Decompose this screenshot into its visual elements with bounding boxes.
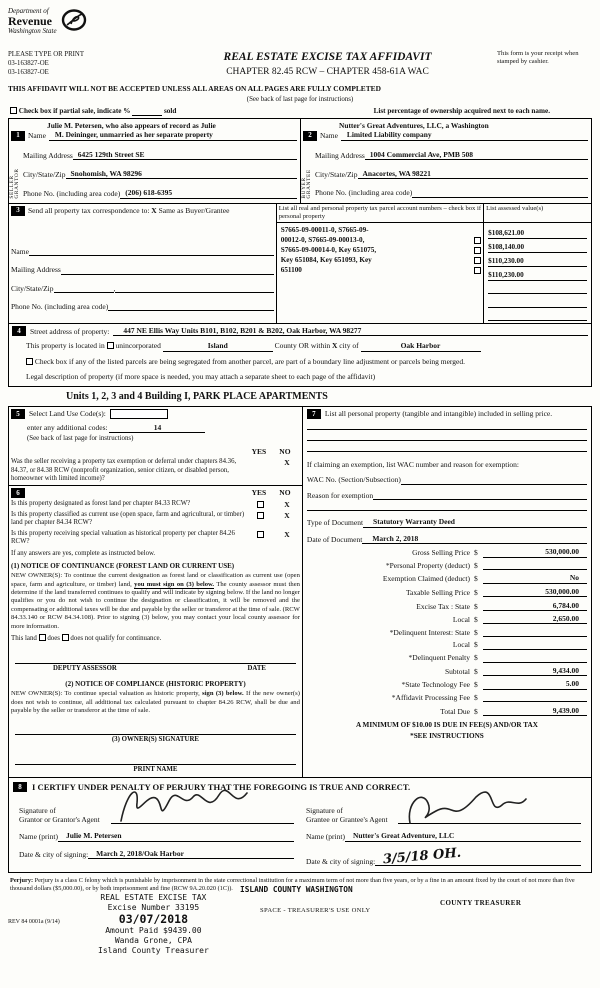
seller-name-label: Name: [28, 131, 46, 141]
money-row-delinq-penalty: *Delinquent Penalty $: [307, 653, 587, 663]
owner-signature-label: (3) OWNER(S) SIGNATURE: [111, 736, 200, 744]
seller-side-label: SELLER GRANTOR: [9, 168, 21, 199]
money-row-processing-fee: *Affidavit Processing Fee $: [307, 693, 587, 703]
dollar-sign: $: [473, 627, 478, 637]
grantee-signature: [402, 787, 532, 831]
grantor-signature-line[interactable]: [111, 804, 294, 824]
seller-exemption-question: Was the seller receiving a property tax exemption or deferral under chapters 84.36, 84.37, or 84.38 RCW (nonprofit organization, senior citizen, or disabled person, homeowner with limited income)?: [11, 458, 237, 482]
seller-city-label: City/State/Zip: [23, 170, 66, 179]
city-of-label: city of: [339, 341, 359, 351]
assessed-value: $110,230.00: [488, 271, 587, 281]
corr-phone-label: Phone No. (including area code): [11, 301, 109, 311]
seller-mailing-value: 6425 129th Street SE: [73, 150, 297, 160]
grantee-name-value: Nutter's Great Adventure, LLC: [345, 831, 581, 841]
land-use-label: Select Land Use Code(s):: [29, 409, 106, 419]
current-use-no-mark[interactable]: X: [284, 511, 290, 521]
yes-header-2: YES: [251, 487, 267, 497]
corr-mailing-blank[interactable]: [61, 266, 274, 275]
segregated-checkbox[interactable]: [26, 358, 33, 365]
money-row-excise-state: Excise Tax : State $ 6,784.00: [307, 601, 587, 611]
dollar-sign: $: [473, 615, 478, 625]
land-use-section: [9, 407, 302, 486]
money-row-gross: Gross Selling Price $ 530,000.00: [307, 547, 587, 557]
dollar-sign: $: [473, 692, 478, 702]
print-name-line[interactable]: [15, 752, 296, 765]
corr-mailing-label: Mailing Address: [11, 265, 61, 275]
historic-no-mark[interactable]: X: [284, 529, 290, 539]
please-type-label: PLEASE TYPE OR PRINT: [8, 51, 84, 58]
dept-of-label: Department of: [8, 7, 49, 15]
stamp-amount-paid: Amount Paid $9439.00: [105, 926, 202, 936]
buyer-name-label: Name: [320, 131, 338, 141]
seller-section: [9, 119, 300, 203]
perjury-word: Perjury:: [10, 876, 34, 884]
form-number-2: 03-163827-OE: [8, 69, 49, 77]
form-title: REAL ESTATE EXCISE TAX AFFIDAVIT: [223, 51, 432, 63]
see-back-note-2: (See back of last page for instructions): [27, 435, 134, 443]
buyer-phone-label: Phone No. (including area code): [315, 188, 413, 198]
stamp-date: 03/07/2018: [118, 911, 189, 926]
doc-date-label: Date of Document: [306, 534, 363, 544]
additional-codes-value: 14: [109, 423, 205, 433]
money-row-tech-fee: *State Technology Fee $ 5.00: [307, 679, 587, 689]
reason-exemption-label: Reason for exemption: [306, 490, 374, 500]
certification-section: [8, 778, 592, 873]
section-3-number: 3: [11, 206, 25, 216]
dollar-sign: $: [473, 560, 478, 570]
assessed-value-blank[interactable]: [488, 298, 587, 308]
dollar-sign: $: [473, 706, 478, 716]
grantor-name-label: Name (print): [19, 832, 58, 842]
print-name-label: PRINT NAME: [133, 766, 178, 773]
certify-statement: I CERTIFY UNDER PENALTY OF PERJURY THAT THE FOREGOING IS TRUE AND CORRECT.: [32, 781, 411, 792]
assessed-value-blank[interactable]: [488, 285, 587, 295]
notice-compliance-title: (2) NOTICE OF COMPLIANCE (HISTORIC PROPERTY): [65, 680, 246, 689]
partial-sale-label: Check box if partial sale, indicate %: [18, 107, 131, 116]
corr-name-label: Name: [11, 246, 29, 256]
grantee-date-label: Date & city of signing:: [306, 856, 376, 866]
sold-label: sold: [164, 107, 177, 116]
money-row-taxable: Taxable Selling Price $ 530,000.00: [307, 587, 587, 597]
section-2-number: 2: [303, 131, 317, 141]
if-yes-note: If any answers are yes, complete as instructed below.: [11, 549, 156, 557]
personal-property-blank[interactable]: [307, 441, 587, 452]
corr-phone-blank[interactable]: [108, 302, 273, 311]
seller-city-value: Snohomish, WA 98296: [66, 169, 298, 179]
treasurer-space-label: SPACE - TREASURER'S USE ONLY: [260, 907, 371, 915]
section-8-number: 8: [13, 782, 27, 792]
rev-form-number: REV 84 0001a (9/14): [8, 919, 60, 926]
doc-date-value: March 2, 2018: [362, 534, 587, 544]
grantor-signature: [115, 781, 255, 829]
perjury-text: Perjury is a class C felony which is punishable by imprisonment in the state correctional institution for a maximum term of not more than five years, or by a fine in an amount fixed by the court of not more than five thousand dollars ($5,000.00), or by both imprisonment and fine (RCW 9A.20.020 (1C)).: [10, 876, 575, 893]
grantee-signature-line[interactable]: [398, 804, 581, 824]
grantee-date-value: 3/5/18 OH.: [382, 845, 462, 868]
grantor-signature-block: [13, 796, 300, 866]
county-stamp-text: ISLAND COUNTY WASHINGTON: [240, 884, 353, 894]
buyer-name-line2: Limited Liability company: [341, 130, 588, 140]
land-use-code-box[interactable]: [110, 409, 168, 419]
assessed-values-list: [484, 223, 591, 324]
current-use-question: Is this property classified as current use (open space, farm and agricultural, or timber) land per chapter 84.34 RCW?: [11, 511, 245, 527]
parcel-numbers-header: List all real and personal property tax parcel account numbers – check box if personal property: [277, 204, 484, 222]
personal-property-blank[interactable]: [307, 419, 587, 430]
corr-city-label: City/State/Zip: [11, 283, 54, 293]
dollar-sign: $: [473, 548, 478, 558]
historic-yes-checkbox[interactable]: [257, 531, 264, 538]
dollar-sign: $: [473, 680, 478, 690]
deputy-assessor-signature-line[interactable]: [15, 651, 296, 664]
section-6-number: 6: [11, 488, 25, 498]
does-label: does: [47, 635, 60, 643]
notice-continuance-body: NEW OWNER(S): To continue the current designation as forest land or classification as current use (open space, farm and agriculture, or timber) land, you must sign on (3) below. The county assessor must then determine if the land transferred continues to qualify and will indicate by signing below. If the land no longer qualifies or you do not wish to continue the designation or classification, it will be removed and the compensating or additional taxes will be due and payable by the seller or transferor at the time of sale. (RCW 84.33.140 or RCW 84.34.108). Prior to signing (3) below, you may contact your local county assessor for more information.: [11, 572, 300, 630]
located-in-label: This property is located in: [26, 341, 105, 351]
seller-phone-value: (206) 618-6395: [120, 188, 297, 198]
owner-signature-line[interactable]: [15, 722, 296, 735]
assessed-values-header: List assessed value(s): [486, 204, 544, 212]
seller-phone-label: Phone No. (including area code): [23, 189, 121, 199]
seller-name-line1: Julie M. Petersen, who also appears of record as Julie: [47, 121, 216, 131]
treasurer-footer: [8, 895, 592, 961]
buyer-mailing-value: 1004 Commercial Ave, PMB 508: [365, 150, 588, 160]
see-back-note: (See back of last page for instructions): [246, 95, 354, 103]
section-1-number: 1: [11, 131, 25, 141]
buyer-mailing-label: Mailing Address: [315, 150, 365, 160]
grantor-date-label: Date & city of signing:: [19, 849, 89, 859]
city-checkbox-mark[interactable]: X: [331, 341, 338, 351]
does-not-label: does not qualify for continuance.: [70, 635, 162, 643]
city-value: Oak Harbor: [361, 341, 481, 351]
current-use-yes-checkbox[interactable]: [257, 512, 264, 519]
dollar-sign: $: [473, 640, 478, 650]
tax-correspondence-section: [9, 203, 591, 323]
stamp-treasurer-title: Island County Treasurer: [98, 945, 209, 955]
same-as-mark: X: [151, 205, 157, 215]
wac-number-label: WAC No. (Section/Subsection): [306, 475, 401, 485]
doc-type-label: Type of Document: [306, 518, 364, 528]
form-subtitle: CHAPTER 82.45 RCW – CHAPTER 458-61A WAC: [226, 67, 429, 78]
does-not-checkbox[interactable]: [62, 634, 69, 641]
section-4-number: 4: [12, 326, 26, 336]
wac-number-blank[interactable]: [401, 476, 587, 485]
send-correspondence-label: Send all property tax correspondence to:: [28, 205, 150, 215]
section-7-number: 7: [307, 409, 321, 419]
grantee-sig-label-1: Signature of: [306, 806, 343, 816]
dollar-sign: $: [473, 666, 478, 676]
seller-mailing-label: Mailing Address: [23, 150, 73, 160]
personal-property-checkbox-2[interactable]: [474, 247, 481, 254]
minimum-fee-note: A MINIMUM OF $10.00 IS DUE IN FEE(S) AND/OR TAX: [355, 720, 538, 729]
perjury-notice: [8, 877, 592, 893]
revenue-logo-icon: [61, 8, 87, 34]
street-address-label: Street address of property:: [30, 327, 110, 337]
legal-description-label: Legal description of property (if more space is needed, you may attach a separate sheet to each page of the affidavit): [26, 372, 376, 382]
county-treasurer-label: COUNTY TREASURER: [440, 899, 522, 908]
buyer-phone-value: [412, 189, 588, 198]
dollar-sign: $: [473, 601, 478, 611]
this-land-label: This land: [11, 635, 37, 643]
no-header: NO: [279, 447, 291, 457]
assessed-value: $108,621.00: [488, 229, 587, 239]
grantor-sig-label-1: Signature of: [19, 806, 56, 816]
buyer-section: [300, 119, 591, 203]
grantee-sig-label-2: Grantee or Grantee's Agent: [306, 815, 388, 825]
partial-percent-blank[interactable]: [132, 108, 162, 116]
state-name: Washington State: [8, 26, 57, 35]
exemption-no-mark[interactable]: X: [284, 458, 290, 468]
dollar-sign: $: [473, 653, 478, 663]
exemption-claim-label: If claiming an exemption, list WAC number and reason for exemption:: [306, 460, 520, 470]
parcel-numbers-list: S7665-09-00011-0, S7665-09- 00012-0, S7665-09-00013-0, S7665-09-00014-0, Key 651075, Key 651084, Key 651093, Key 651100: [277, 223, 484, 324]
segregated-label: Check box if any of the listed parcels are being segregated from another parcel, are part of a boundary line adjustment or parcels being merged.: [34, 356, 465, 366]
selling-price-section: [303, 407, 591, 777]
property-location-section: [9, 323, 591, 386]
money-row-delinq-local: Local $: [307, 640, 587, 650]
assessed-value: $108,140.00: [488, 243, 587, 253]
stamp-line1: REAL ESTATE EXCISE TAX: [100, 893, 207, 903]
corr-city-blank[interactable]: [54, 284, 114, 293]
personal-property-checkbox-1[interactable]: [474, 237, 481, 244]
form-id-block: [8, 50, 158, 79]
grantee-signature-block: [300, 796, 587, 866]
receipt-note: This form is your receipt when stamped by cashier.: [497, 50, 579, 65]
agency-name: Revenue: [8, 14, 52, 29]
seller-name-line2: M. Deininger, unmarried as her separate property: [49, 130, 297, 140]
reason-blank[interactable]: [307, 500, 587, 511]
yes-header: YES: [251, 447, 267, 457]
forest-land-question: Is this property designated as forest land per chapter 84.33 RCW?: [11, 499, 191, 507]
buyer-city-value: Anacortes, WA 98221: [358, 169, 589, 179]
stamp-excise-number: Excise Number 33195: [107, 902, 200, 912]
dollar-sign: $: [473, 574, 478, 584]
personal-property-checkbox-4[interactable]: [474, 267, 481, 274]
form-number-1: 03-163827-OE: [8, 60, 49, 68]
deputy-assessor-label: DEPUTY ASSESSOR: [53, 664, 117, 672]
ownership-note: List percentage of ownership acquired next to each name.: [373, 107, 550, 116]
unincorporated-label: unincorporated: [115, 341, 161, 351]
stamp-treasurer-name: Wanda Grone, CPA: [114, 935, 192, 945]
assessed-value-blank[interactable]: [488, 312, 587, 322]
acceptance-warning: THIS AFFIDAVIT WILL NOT BE ACCEPTED UNLESS ALL AREAS ON ALL PAGES ARE FULLY COMPLETED: [8, 84, 381, 94]
street-address-value: 447 NE Ellis Way Units B101, B102, B201 & B202, Oak Harbor, WA 98277: [113, 326, 588, 336]
revenue-logo: [8, 8, 592, 48]
money-row-excise-local: Local $ 2,650.00: [307, 614, 587, 624]
personal-property-checkbox-3[interactable]: [474, 257, 481, 264]
buyer-side-label: BUYER GRANTEE: [301, 169, 313, 199]
classification-section: [9, 486, 302, 777]
does-checkbox[interactable]: [39, 634, 46, 641]
buyer-name-line1: Nutter's Great Adventures, LLC, a Washington: [339, 121, 489, 131]
dollar-sign: $: [473, 587, 478, 597]
legal-description-value: Units 1, 2, 3 and 4 Building I, PARK PLACE APARTMENTS: [66, 390, 328, 402]
forest-yes-checkbox[interactable]: [257, 501, 264, 508]
corr-state-blank[interactable]: [115, 284, 273, 293]
reason-exemption-blank[interactable]: [373, 491, 587, 500]
grantor-name-value: Julie M. Petersen: [58, 831, 294, 841]
see-instructions-note: *SEE INSTRUCTIONS: [410, 731, 484, 740]
grantor-sig-label-2: Grantor or Grantor's Agent: [19, 815, 100, 825]
corr-name-blank[interactable]: [29, 247, 274, 256]
county-or-label: County OR within: [274, 341, 331, 351]
assessed-value: $110,230.00: [488, 257, 587, 267]
additional-codes-label: enter any additional codes:: [27, 423, 108, 433]
excise-tax-stamp: [98, 893, 209, 955]
notice-compliance-body: NEW OWNER(S): To continue special valuation as historic property, sign (3) below. If the new owner(s) does not wish to continue, all additional tax calculated pursuant to chapter 84.26 RCW, shall be due and payable by the seller or transferor at the time of sale.: [11, 690, 300, 714]
money-row-personal: *Personal Property (deduct) $: [307, 561, 587, 571]
money-row-subtotal: Subtotal $ 9,434.00: [307, 666, 587, 676]
deputy-date-label: DATE: [247, 664, 266, 672]
section-5-number: 5: [11, 409, 25, 419]
header: [8, 8, 592, 116]
money-row-delinq-state: *Delinquent Interest: State $: [307, 628, 587, 638]
historic-question: Is this property receiving special valuation as historical property per chapter 84.26 RCW?: [11, 529, 235, 545]
forest-no-mark[interactable]: X: [284, 499, 290, 509]
grantor-date-value: March 2, 2018/Oak Harbor: [88, 849, 294, 859]
money-row-exemption: Exemption Claimed (deduct) $ No: [307, 573, 587, 583]
same-as-label: Same as Buyer/Grantee: [158, 205, 230, 215]
partial-sale-checkbox[interactable]: [10, 107, 17, 114]
personal-property-blank[interactable]: [307, 430, 587, 441]
city-comma: ,: [113, 283, 116, 293]
county-value: Island: [163, 341, 273, 351]
no-header-2: NO: [279, 487, 291, 497]
buyer-city-label: City/State/Zip: [315, 170, 358, 179]
doc-type-value: Statutory Warranty Deed: [363, 517, 587, 527]
unincorporated-checkbox[interactable]: [107, 342, 114, 349]
money-row-total-due: Total Due $ 9,439.00: [307, 706, 587, 716]
personal-property-label: List all personal property (tangible and intangible) included in selling price.: [324, 409, 553, 419]
notice-continuance-title: (1) NOTICE OF CONTINUANCE (FOREST LAND OR CURRENT USE): [11, 562, 235, 571]
grantee-name-label: Name (print): [306, 832, 345, 842]
